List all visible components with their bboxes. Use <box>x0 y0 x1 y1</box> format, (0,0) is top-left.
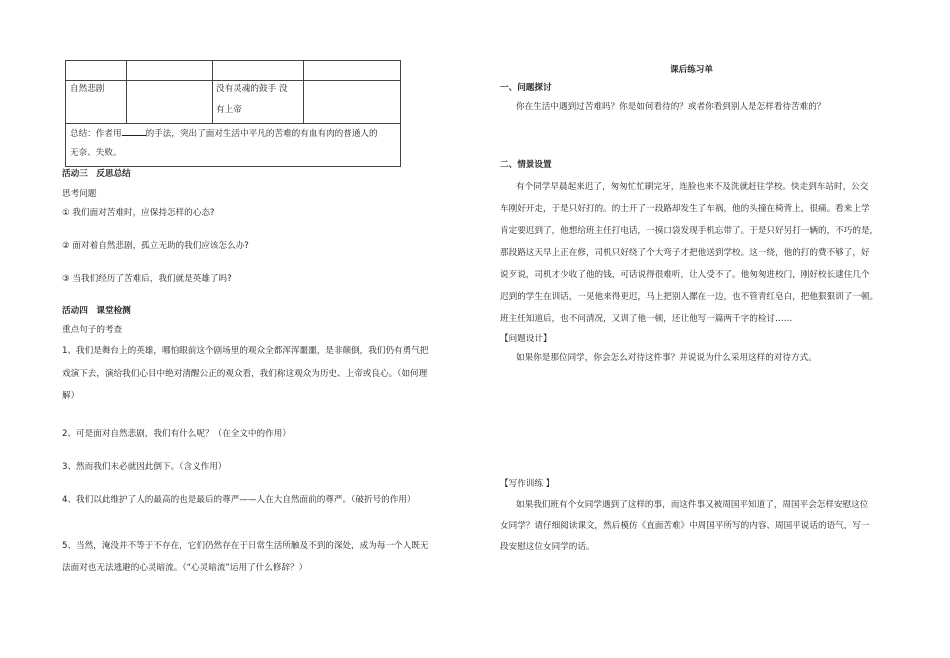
item-3: 3、然而我们未必就因此倒下。（含义作用） <box>62 462 227 472</box>
summary-suffix: 的手法，突出了面对生活中平凡的苦难的有血有肉的普通人的 <box>145 129 378 139</box>
table-col-divider <box>126 61 127 123</box>
activity3-title: 活动三 反思总结 <box>62 169 131 179</box>
item-1-line1: 1、我们是舞台上的英雄，哪怕眼前这个剧场里的观众全都浑浑噩噩，是非颠倒，我们仍有勇气把 <box>62 346 429 356</box>
story-line: 班主任知道后，也不问清况，又训了他一顿，还让他写一篇两千字的检讨…… <box>500 314 793 324</box>
activity4-title: 活动四 课堂检测 <box>62 306 131 316</box>
item-2: 2、可是面对自然悲剧，我们有什么呢？（在全文中的作用） <box>62 429 291 439</box>
table-summary-line <box>70 126 378 141</box>
table-row-divider <box>66 80 400 81</box>
item-1-line3: 解） <box>62 391 80 401</box>
writing-line: 段安慰这位女同学的话。 <box>500 542 595 552</box>
table-cell-text: 没有灵魂的鼓手 没 <box>216 84 288 94</box>
problem-design-text: 如果你是那位同学，你会怎么对待这件事？并说说为什么采用这样的对待方式。 <box>516 353 817 363</box>
question-2: ② 面对着自然悲剧，孤立无助的我们应该怎么办? <box>62 241 249 251</box>
fill-in-blank[interactable] <box>122 126 146 136</box>
worksheet-title: 课后练习单 <box>670 65 713 75</box>
activity3-subtitle: 思考问题 <box>62 189 97 199</box>
question-3: ③ 当我们经历了苦难后，我们就是英雄了吗? <box>62 274 232 284</box>
writing-line: 女同学？请仔细阅读课文，然后模仿《直面苦难》中周国平所写的内容、周国平说话的语气，写一 <box>500 521 870 531</box>
section1-text: 你在生活中遇到过苦难吗？你是如何看待的？或者你看到别人是怎样看待苦难的？ <box>516 102 826 112</box>
table-cell-natural-tragedy: 自然悲剧 <box>70 84 105 94</box>
story-line: 迟到的学生在训话，一见他来得更迟，马上把别人摞在一边，也不管青红皂白，把他狠狠训了一顿。 <box>500 292 879 302</box>
table-cell-text: 有上帝 <box>216 105 242 115</box>
story-line: 肯定要迟到了，他想给班主任打电话，一摸口袋发现手机忘带了。于是只好另打一辆的，不巧的是， <box>500 226 879 236</box>
item-4: 4、我们以此维护了人的最高的也是最后的尊严——人在大自然面前的尊严。（破折号的作用） <box>62 495 416 505</box>
writing-label: 【写作训练 】 <box>500 479 555 489</box>
story-line: 车刚好开走，于是只好打的。的士开了一段路却发生了车祸，他的头撞在椅背上，很痛。看来上学 <box>500 204 870 214</box>
story-line: 说歹说，司机才少收了他的钱，可话说得很难听，让人受不了。他匆匆进校门，刚好校长逮住几个 <box>500 270 870 280</box>
story-line: 那段路这天早上正在修，司机只好绕了个大弯子才把他送到学校。这一绕，他的打的费不够了，好 <box>500 248 870 258</box>
story-line: 有个同学早晨起来迟了，匆匆忙忙刷完牙，连脸也来不及洗就赶往学校。快走到车站时，公交 <box>516 182 869 192</box>
item-1-line2: 戏演下去，演给我们心目中绝对清醒公正的观众看，我们称这观众为历史、上帝或良心。（如何理 <box>62 369 428 379</box>
summary-prefix: 总结：作者用 <box>70 129 122 139</box>
section2-heading: 二、情景设置 <box>500 160 552 170</box>
activity4-subtitle: 重点句子的考查 <box>62 325 123 335</box>
writing-line: 如果我们班有个女同学遇到了这样的事，而这件事又被周国平知道了，周国平会怎样安慰这位 <box>516 500 869 510</box>
table-row-divider <box>66 123 400 124</box>
question-1: ① 我们面对苦难时，应保持怎样的心态? <box>62 208 215 218</box>
table-summary-line2: 无奈、失败。 <box>70 148 122 158</box>
problem-design-label: 【问题设计】 <box>500 334 552 344</box>
item-5-line2: 法面对也无法逃避的心灵暗流。（“心灵暗流”运用了什么修辞？） <box>62 563 308 573</box>
item-5-line1: 5、当然，淹没并不等于不存在，它们仍然存在于日常生活所触及不到的深处，成为每一个人既无 <box>62 541 429 551</box>
table-col-divider <box>303 61 304 123</box>
table-col-divider <box>212 61 213 123</box>
section1-heading: 一、问题探讨 <box>500 83 552 93</box>
